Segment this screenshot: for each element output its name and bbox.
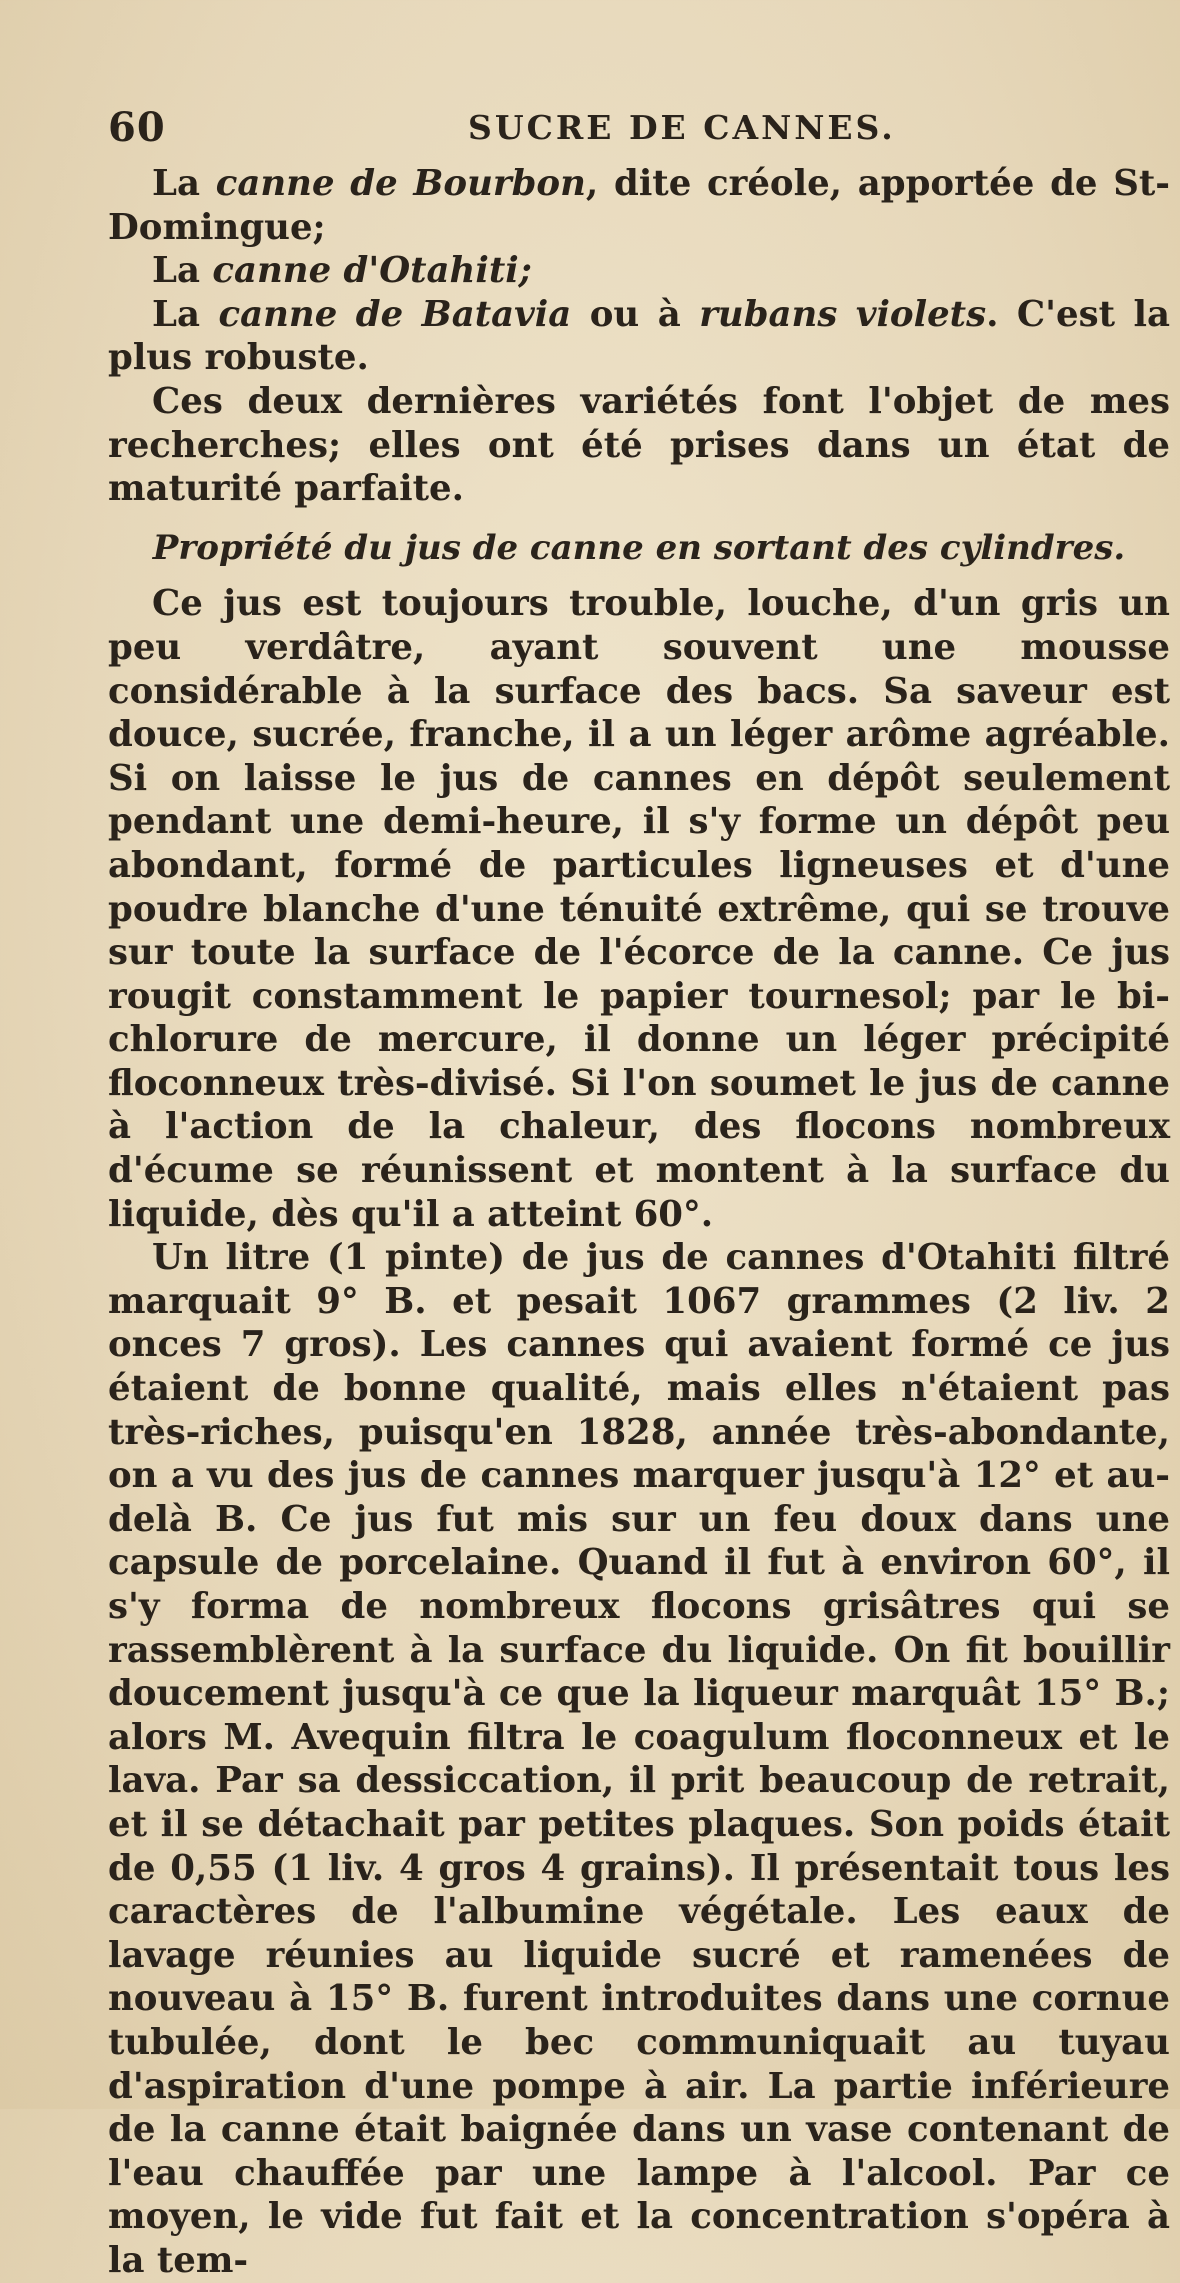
- item-prefix: La: [152, 163, 216, 204]
- item-mid: ou à: [571, 293, 700, 335]
- item-emphasis: canne de Bourbon: [215, 163, 586, 204]
- paragraph-experiment: Un litre (1 pinte) de jus de cannes d'Otahiti filtré marquait 9° B. et pesait 1067 grammes (2 liv. 2 onces 7 gros). Les cannes qui avaient formé ce jus étaient de bonne qualité, mais elles n'étaient pas très-riches, puisqu'en 1828, année très-abondante, on a vu des jus de cannes marquer jusqu'à 12° et au-delà B. Ce jus fut mis sur un feu doux dans une capsule de porcelaine. Quand il fut à environ 60°, il s'y forma de nombreux flocons grisâtres qui se rassemblèrent à la surface du liquide. On fit bouillir doucement jusqu'à ce que la liqueur marquât 15° B.; alors M. Avequin filtra le coagulum floconneux et le lava. Par sa dessiccation, il prit beaucoup de retrait, et il se détachait par petites plaques. Son poids était de 0,55 (1 liv. 4 gros 4 grains). Il présentait tous les caractères de l'albumine végétale. Les eaux de lavage réunies au liquide sucré et ramenées de nouveau à 15° B. furent introduites dans une cornue tubulée, dont le bec communiquait au tuyau d'aspiration d'une pompe à air. La partie inférieure de la canne était baignée dans un vase contenant de l'eau chauffée par une lampe à l'alcool. Par ce moyen, le vide fut fait et la concentration s'opéra à la tem-: [108, 1237, 1170, 2281]
- item-rest: . C'est la plus robuste.: [108, 293, 1170, 379]
- page-number: 60: [108, 104, 166, 151]
- item-prefix: La: [152, 250, 213, 292]
- variety-item-batavia: [108, 293, 1170, 380]
- paragraph-juice-properties: Ce jus est toujours trouble, louche, d'un gris un peu verdâtre, ayant souvent une mousse considérable à la surface des bacs. Sa saveur est douce, sucrée, franche, il a un léger arôme agréable. Si on laisse le jus de cannes en dépôt seulement pendant une demi-heure, il s'y forme un dépôt peu abondant, formé de particules ligneuses et d'une poudre blanche d'une ténuité extrême, qui se trouve sur toute la surface de l'écorce de la canne. Ce jus rougit constamment le papier tournesol; par le bi-chlorure de mercure, il donne un léger précipité floconneux très-divisé. Si l'on soumet le jus de canne à l'action de la chaleur, des flocons nombreux d'écume se réunissent et montent à la surface du liquide, dès qu'il a atteint 60°.: [108, 583, 1170, 1235]
- body-text: [108, 162, 1170, 2283]
- variety-item-bourbon: [108, 162, 1170, 249]
- variety-item-otahiti: [108, 249, 1170, 293]
- page-header: [108, 100, 1148, 160]
- intro-paragraph: Ces deux dernières variétés font l'objet de mes recherches; elles ont été prises dans un état de maturité parfaite.: [108, 380, 1170, 510]
- running-title: SUCRE DE CANNES.: [468, 108, 896, 147]
- item-emphasis-2: rubans violets: [699, 293, 987, 335]
- section-heading: Propriété du jus de canne en sortant des cylindres.: [152, 527, 1126, 568]
- item-emphasis: canne de Batavia: [218, 293, 572, 335]
- item-rest: , dite créole, apportée de St-Domingue;: [108, 163, 1170, 248]
- item-emphasis: canne d'Otahiti;: [212, 250, 532, 292]
- item-prefix: La: [152, 293, 219, 335]
